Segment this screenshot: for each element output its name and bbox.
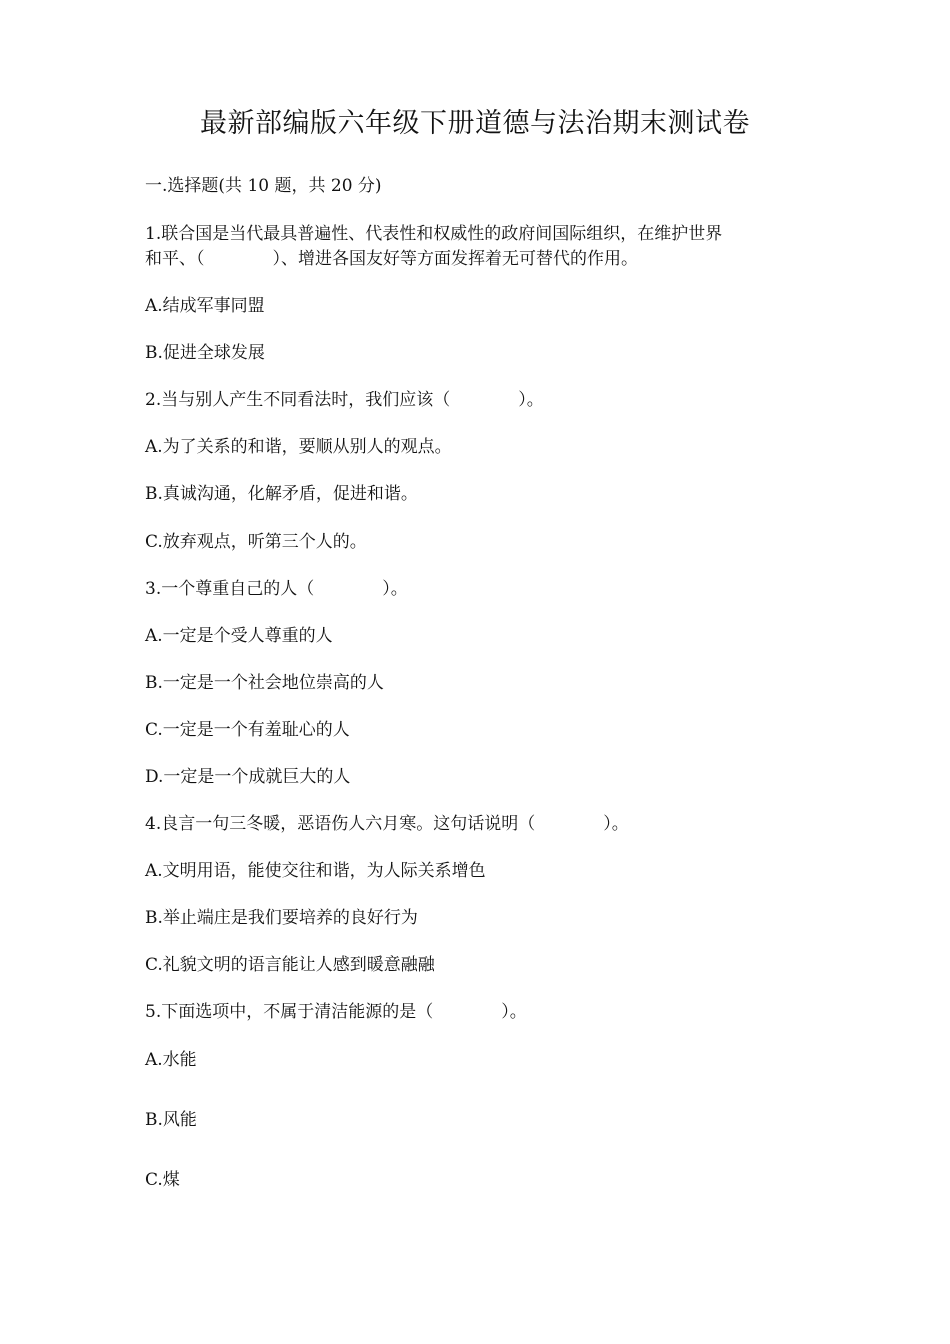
question-5-option-c: C.煤: [145, 1170, 180, 1190]
question-1-stem-line2: 和平、（ ）、增进各国友好等方面发挥着无可替代的作用。: [145, 249, 638, 269]
question-4-option-c: C.礼貌文明的语言能让人感到暖意融融: [145, 955, 435, 975]
question-1-stem-line1: 1.联合国是当代最具普遍性、代表性和权威性的政府间国际组织，在维护世界: [145, 224, 723, 244]
question-3-option-b: B.一定是一个社会地位崇高的人: [145, 673, 384, 693]
question-2-option-c: C.放弃观点，听第三个人的。: [145, 532, 367, 552]
section-heading: 一.选择题(共 10 题，共 20 分): [145, 176, 382, 196]
question-3-option-c: C.一定是一个有羞耻心的人: [145, 720, 350, 740]
question-2-option-a: A.为了关系的和谐，要顺从别人的观点。: [145, 437, 452, 457]
question-4-option-a: A.文明用语，能使交往和谐，为人际关系增色: [145, 861, 486, 881]
question-2-option-b: B.真诚沟通，化解矛盾，促进和谐。: [145, 484, 418, 504]
question-2-stem: 2.当与别人产生不同看法时，我们应该（ ）。: [145, 390, 544, 410]
question-4-stem: 4.良言一句三冬暖，恶语伤人六月寒。这句话说明（ ）。: [145, 814, 629, 834]
question-1-option-a: A.结成军事同盟: [145, 296, 265, 316]
question-3-stem: 3.一个尊重自己的人（ ）。: [145, 579, 408, 599]
question-1-option-b: B.促进全球发展: [145, 343, 265, 363]
question-5-option-a: A.水能: [145, 1050, 197, 1070]
question-5-option-b: B.风能: [145, 1110, 197, 1130]
question-5-stem: 5.下面选项中，不属于清洁能源的是（ ）。: [145, 1002, 527, 1022]
document-title: 最新部编版六年级下册道德与法治期末测试卷: [200, 108, 750, 139]
question-3-option-d: D.一定是一个成就巨大的人: [145, 767, 351, 787]
question-3-option-a: A.一定是个受人尊重的人: [145, 626, 333, 646]
question-4-option-b: B.举止端庄是我们要培养的良好行为: [145, 908, 418, 928]
